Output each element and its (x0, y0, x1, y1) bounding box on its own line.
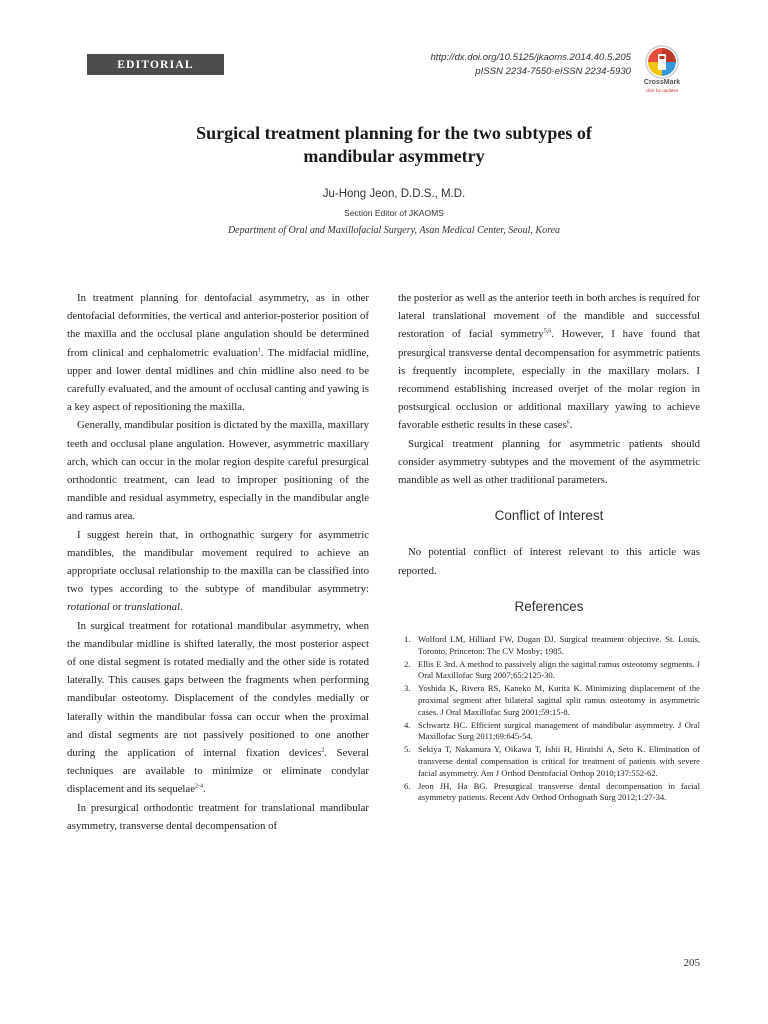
reference-item: 1. Wolford LM, Hilliard FW, Dugan DJ. Surgical treatment objective. St. Louis, Toronto, Princeton: The CV Mosby; 1985. (404, 634, 700, 656)
paragraph-6: Surgical treatment planning for asymmetric patients should consider asymmetry subtypes and the movement of the asymmetric mandible as well as other traditional parameters. (398, 437, 700, 487)
conflict-heading: Conflict of Interest (494, 508, 604, 524)
reference-item: 5. Sekiya T, Nakamura Y, Oikawa T, Ishii H, Hiraishi A, Seto K. Elimination of transverse dental compensation is critical for treatment of patients with severe facial asymmetry. Am J Orthod Dentofacial Orthop 2010;137:552-62. (404, 744, 700, 778)
references-heading: References (514, 598, 584, 614)
author-name: Ju-Hong Jeon, D.D.S., M.D. (322, 188, 466, 200)
crossmark-icon (642, 44, 682, 80)
paragraph-1: In treatment planning for dentofacial asymmetry, as in other dentofacial deformities, the vertical and anterior-posterior position of the maxilla and the occlusal plane angulation should be determined from clinical and cephalometric evaluation$^1$. The midfacial midline, upper and lower dental midlines and chin midline also need to be carefully evaluated, and the amount of occlusal canting and yawing is a key aspect of repositioning the maxilla. (67, 292, 369, 414)
author-role: Section Editor of JKAOMS (344, 208, 444, 218)
paragraph-2: Generally, mandibular position is dictated by the maxilla, maxillary teeth and occlusal plane angulation. However, asymmetric maxillary arch, which can occur in the molar region despite careful presurgical orthodontic treatment, can lead to improper positioning of the mandible and residual asymmetry, especially in the mandibular angle and ramus area. (67, 419, 369, 523)
crossmark-sublabel: click for updates (645, 88, 679, 93)
article-title (140, 122, 648, 168)
reference-item: 3. Yoshida K, Rivera RS, Kaneko M, Kurita K. Minimizing displacement of the proximal segment after bilateral sagittal split ramus osteotomy in asymmetric cases. J Oral Maxillofac Surg 2001;59:15-8. (404, 683, 700, 717)
paragraph-3: I suggest herein that, in orthognathic surgery for asymmetric mandibles, the mandibular movement required to achieve an appropriate occlusal relationship to the maxilla can be classified into two types according to the subtype of mandibular asymmetry: rotational or translational. (67, 528, 369, 614)
doi-link[interactable]: http://dx.doi.org/10.5125/jkaoms.2014.40.5.205 (430, 52, 631, 63)
crossmark-logo[interactable] (642, 44, 682, 96)
title-line-1: Surgical treatment planning for the two subtypes of (196, 123, 592, 143)
paragraph-4: In surgical treatment for rotational mandibular asymmetry, when the mandibular midline is shifted laterally, the most posterior aspect of one distal segment is rotated medially and the other side is rotated laterally. This causes gaps between the fragments when performing mandibular osteotomy. Displacement of the condyles medially or laterally within the mandibular fossa can occur when the proximal and distal segments are not passively positioned to one another during the application of internal fixation devices$^2$. Several techniques are available to minimize or eliminate condylar displacement and its sequelae$^{2-4}$. (67, 619, 369, 796)
title-line-2: mandibular asymmetry (303, 146, 485, 166)
page-number: 205 (683, 957, 700, 969)
conflict-text: No potential conflict of interest relevant to this article was reported. (398, 546, 700, 577)
reference-item: 2. Ellis E 3rd. A method to passively align the sagittal ramus osteotomy segments. J Oral Maxillofac Surg 2007;65:2125-30. (404, 658, 700, 681)
left-column (67, 289, 369, 835)
paragraph-5: In presurgical orthodontic treatment for translational mandibular asymmetry, transverse dental decompensation of (67, 801, 369, 832)
paragraph-5-continued: the posterior as well as the anterior teeth in both arches is required for lateral translational movement of the mandible and successful restoration of facial symmetry$^{5,6}$. However, I have found that presurgical transverse dental decompensation for asymmetric patients is frequently incomplete, especially in the maxillary molars. I recommend establishing increased overjet of the molar region in postsurgical occlusion or additional maxillary yawing to achieve favorable esthetic results in these cases$^6$. (398, 292, 701, 432)
issn-text: pISSN 2234-7550·eISSN 2234-5930 (475, 66, 631, 77)
editorial-badge: EDITORIAL (87, 54, 224, 75)
publication-meta (430, 51, 631, 79)
reference-list (398, 634, 700, 804)
reference-item: 4. Schwartz HC. Efficient surgical management of mandibular asymmetry. J Oral Maxillofac Surg 2011;69:645-54. (404, 719, 700, 742)
crossmark-label: CrossMark (643, 79, 681, 86)
author-affiliation: Department of Oral and Maxillofacial Surgery, Asan Medical Center, Seoul, Korea (227, 225, 561, 236)
right-column (398, 289, 700, 805)
reference-item: 6. Jeon JH, Ha BG. Presurgical transverse dental decompensation in facial asymmetry patients. Recent Adv Orthod Orthognath Surg 2012;1:27-34. (404, 780, 700, 803)
